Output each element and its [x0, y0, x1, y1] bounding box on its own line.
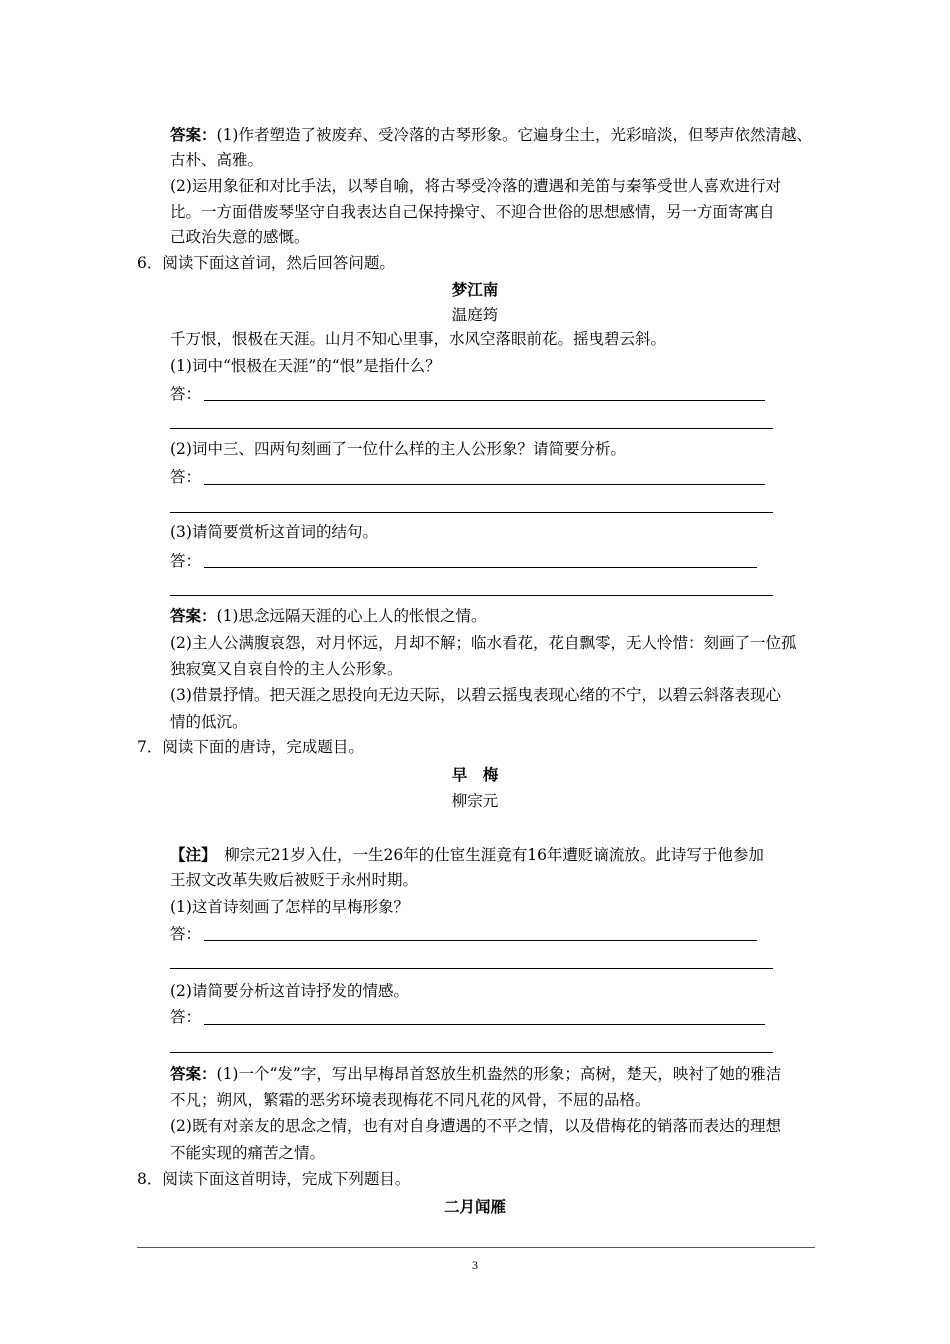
- q5-answer-line-1: 答案：(1)作者塑造了被废弃、受冷落的古琴形象。它遍身尘土，光彩暗淡，但琴声依然清越、: [170, 125, 812, 144]
- q7-answer-label-1: 答：: [170, 925, 202, 943]
- q5-answer-line-5: 己政治失意的感慨。: [170, 228, 310, 246]
- q7-note-line-1: 【注】 柳宗元21岁入仕，一生26年的仕宦生涯竟有16年遭贬谪流放。此诗写于他参加: [170, 845, 764, 864]
- q5-answer-line-4: 比。一方面借废琴坚守自我表达自己保持操守、不迎合世俗的思想感情，另一方面寄寓自: [170, 203, 775, 221]
- q6-answer-label-2: 答：: [170, 468, 202, 486]
- q7-poem-author: 柳宗元: [451, 792, 499, 810]
- q6-poem-title: 梦江南: [451, 280, 499, 299]
- q6-answer-label-3: 答：: [170, 552, 202, 570]
- q7-poem-title: 早 梅: [451, 765, 499, 784]
- q7-answer-line-2: 不凡；朔风，繁霜的恶劣环境表现梅花不同凡花的风骨，不屈的品格。: [170, 1091, 651, 1109]
- q6-answer-line-5: 情的低沉。: [170, 713, 248, 731]
- q6-answer-line-2: (2)主人公满腹哀怨，对月怀远，月却不解；临水看花，花自飘零，无人怜惜：刻画了一位孤: [170, 634, 797, 652]
- q6-answer-line-1: 答案：(1)思念远隔天涯的心上人的怅恨之情。: [170, 606, 487, 625]
- q8-poem-title: 二月闻雁: [443, 1197, 506, 1216]
- q6-prompt: 6．阅读下面这首词，然后回答问题。: [137, 254, 395, 272]
- answer-line[interactable]: [170, 595, 773, 596]
- q6-answer-label-1: 答：: [170, 385, 202, 403]
- answer-line[interactable]: [204, 940, 757, 941]
- q7-subquestion-1: (1)这首诗刻画了怎样的早梅形象？: [170, 898, 409, 916]
- answer-line[interactable]: [170, 968, 773, 969]
- answer-label: 答案：: [170, 1064, 217, 1083]
- q6-answer-line-4: (3)借景抒情。把天涯之思投向无边天际，以碧云摇曳表现心绪的不宁，以碧云斜落表现心: [170, 686, 781, 704]
- q6-subquestion-1: (1)词中“恨极在天涯”的“恨”是指什么？: [170, 357, 441, 375]
- q6-poem-author: 温庭筠: [451, 306, 499, 324]
- answer-label: 答案：: [170, 125, 217, 144]
- q7-prompt: 7．阅读下面的唐诗，完成题目。: [137, 738, 364, 756]
- q7-answer-line-4: 不能实现的痛苦之情。: [170, 1144, 326, 1162]
- answer-line[interactable]: [170, 1052, 773, 1053]
- note-label: 【注】: [170, 845, 209, 864]
- answer-line[interactable]: [204, 567, 757, 568]
- q7-answer-line-3: (2)既有对亲友的思念之情，也有对自身遭遇的不平之情，以及借梅花的销落而表达的理想: [170, 1117, 781, 1135]
- q5-answer-line-2: 古朴、高雅。: [170, 151, 264, 169]
- footer-rule: [137, 1247, 815, 1248]
- answer-line[interactable]: [170, 428, 773, 429]
- q6-subquestion-3: (3)请简要赏析这首词的结句。: [170, 523, 378, 541]
- q7-note-line-2: 王叔文改革失败后被贬于永州时期。: [170, 871, 419, 889]
- answer-line[interactable]: [170, 512, 773, 513]
- q5-answer-line-3: (2)运用象征和对比手法，以琴自喻，将古琴受冷落的遭遇和羌笛与秦筝受世人喜欢进行对: [170, 177, 781, 195]
- q7-answer-label-2: 答：: [170, 1008, 202, 1026]
- q6-poem-text: 千万恨，恨极在天涯。山月不知心里事，水风空落眼前花。摇曳碧云斜。: [170, 330, 667, 348]
- answer-line[interactable]: [204, 1024, 765, 1025]
- q7-subquestion-2: (2)请简要分析这首诗抒发的情感。: [170, 982, 409, 1000]
- answer-label: 答案：: [170, 606, 217, 625]
- q7-answer-line-1: 答案：(1)一个“发”字，写出早梅昂首怒放生机盎然的形象；高树，楚天，映衬了她的雅洁: [170, 1064, 782, 1083]
- answer-line[interactable]: [204, 484, 765, 485]
- q6-answer-line-3: 独寂寞又自哀自怜的主人公形象。: [170, 660, 403, 678]
- answer-line[interactable]: [204, 400, 765, 401]
- q8-prompt: 8．阅读下面这首明诗，完成下列题目。: [137, 1170, 411, 1188]
- page-number: 3: [472, 1258, 478, 1272]
- q6-subquestion-2: (2)词中三、四两句刻画了一位什么样的主人公形象？请简要分析。: [170, 440, 626, 458]
